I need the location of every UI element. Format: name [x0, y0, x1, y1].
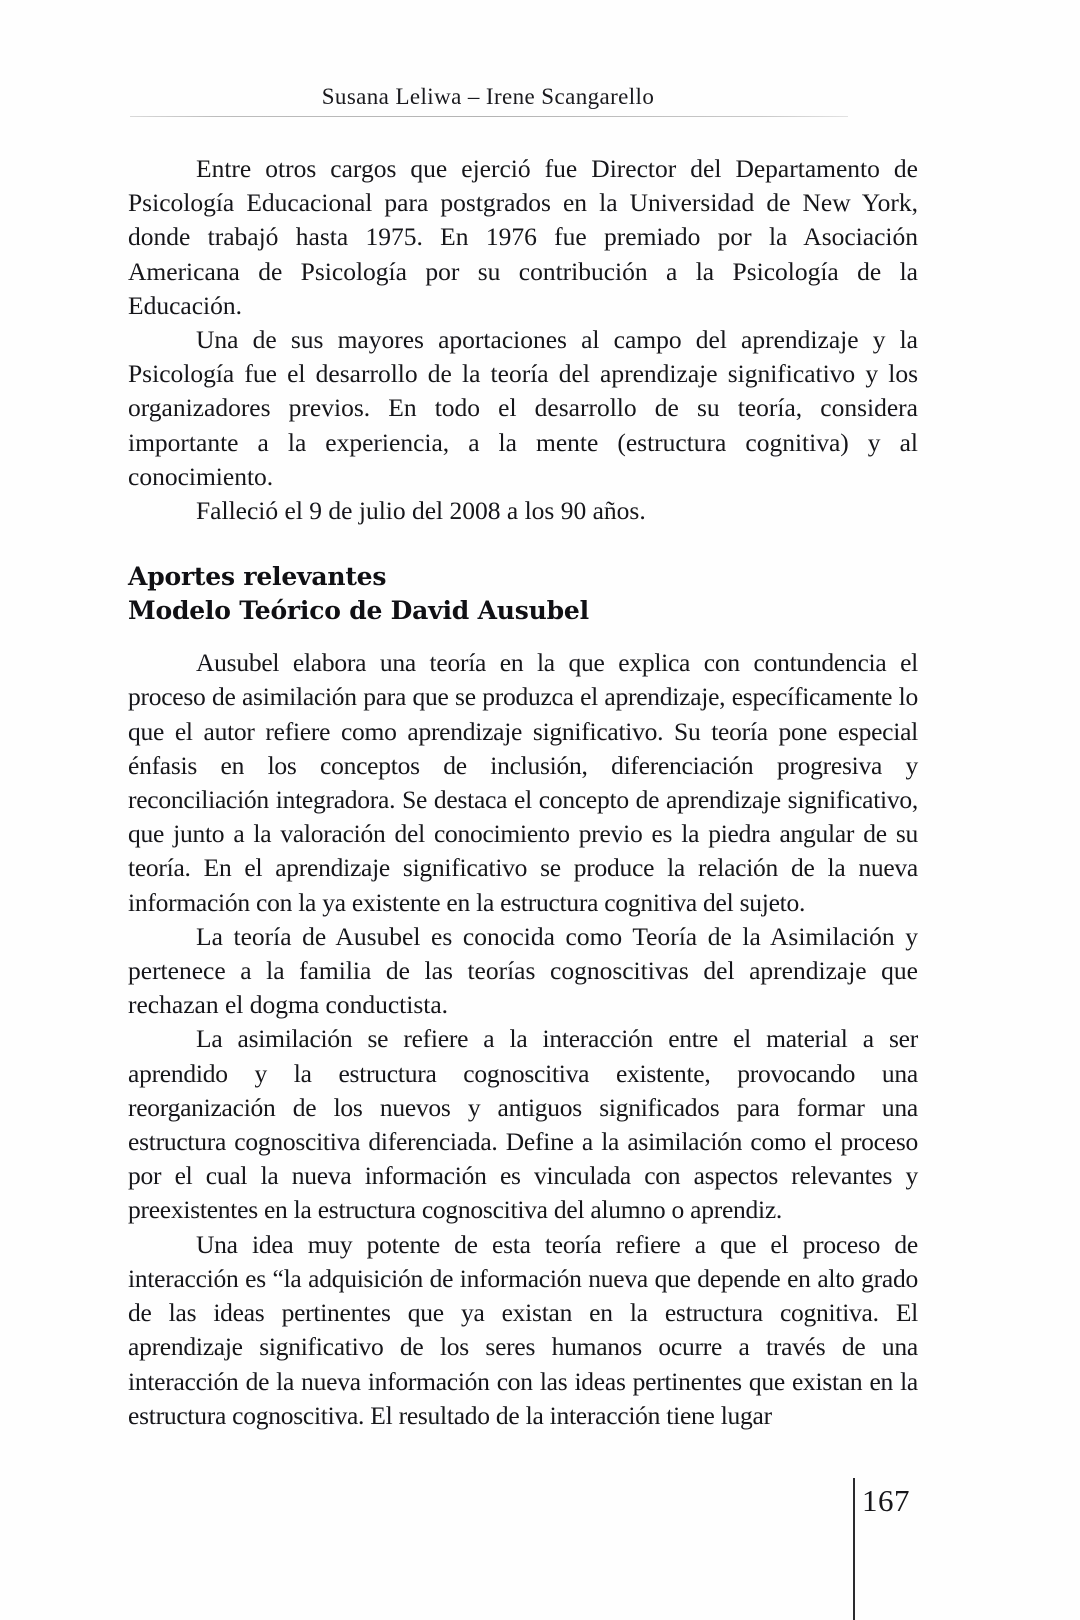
paragraph-idea-potente: Una idea muy potente de esta teoría refiere a que el proceso de interacción es “la adquisición de información nueva que depende en alto grado de las ideas pertinentes que ya existan en la estructura cognitiva. El aprendizaje significativo de los seres humanos ocurre a través de una interacción de la nueva información con las ideas pertinentes que existan en la estructura cognoscitiva. El resultado de la interacción tiene lugar — [128, 1229, 918, 1430]
section-heading-block — [128, 560, 918, 628]
paragraph-teoria-asimilacion: La teoría de Ausubel es conocida como Teoría de la Asimilación y pertenece a la familia de las teorías cognoscitivas del aprendizaje que rechazan el dogma conductista. — [128, 921, 918, 1020]
heading-aportes-relevantes: Aportes relevantes — [128, 562, 387, 592]
paragraph-ausubel-elabora: Ausubel elabora una teoría en la que explica con contundencia el proceso de asimilación para que se produzca el aprendizaje, específicamente lo que el autor refiere como aprendizaje significativo. Su teoría pone especial énfasis en los conceptos de inclusión, diferenciación progresiva y reconciliación integradora. Se destaca el concepto de aprendizaje significativo, que junto a la valoración del conocimiento previo es la piedra angular de su teoría. En el aprendizaje significativo se produce la relación de la nueva información con la ya existente en la estructura cognitiva del sujeto. — [128, 648, 918, 917]
page-number: 167 — [862, 1483, 910, 1518]
paragraph-asimilacion-refiere: La asimilación se refiere a la interacción entre el material a ser aprendido y la estructura cognoscitiva existente, provocando una reorganización de los nuevos y antiguos significados para formar una estructura cognoscitiva diferenciada. Define a la asimilación como el proceso por el cual la nueva información es vinculada con aspectos relevantes y preexistentes en la estructura cognoscitiva del alumno o aprendiz. — [128, 1024, 918, 1225]
folio-divider — [853, 1478, 855, 1620]
header-divider — [130, 116, 848, 117]
paragraph-aportaciones: Una de sus mayores aportaciones al campo del aprendizaje y la Psicología fue el desarrollo de la teoría del aprendizaje significativo y los organizadores previos. En todo el desarrollo de su teoría, considera importante a la experiencia, a la mente (estructura cognitiva) y al conocimiento. — [128, 325, 918, 491]
paragraph-fallecio: Falleció el 9 de julio del 2008 a los 90 años. — [196, 496, 646, 526]
paragraph-cargos: Entre otros cargos que ejerció fue Director del Departamento de Psicología Educacional para postgrados en la Universidad de New York, donde trabajó hasta 1975. En 1976 fue premiado por la Asociación Americana de Psicología por su contribución a la Psicología de la Educación. — [128, 154, 918, 320]
running-head: Susana Leliwa – Irene Scangarello — [321, 84, 655, 109]
text-column — [128, 152, 918, 1433]
heading-modelo-teorico: Modelo Teórico de David Ausubel — [128, 596, 589, 626]
